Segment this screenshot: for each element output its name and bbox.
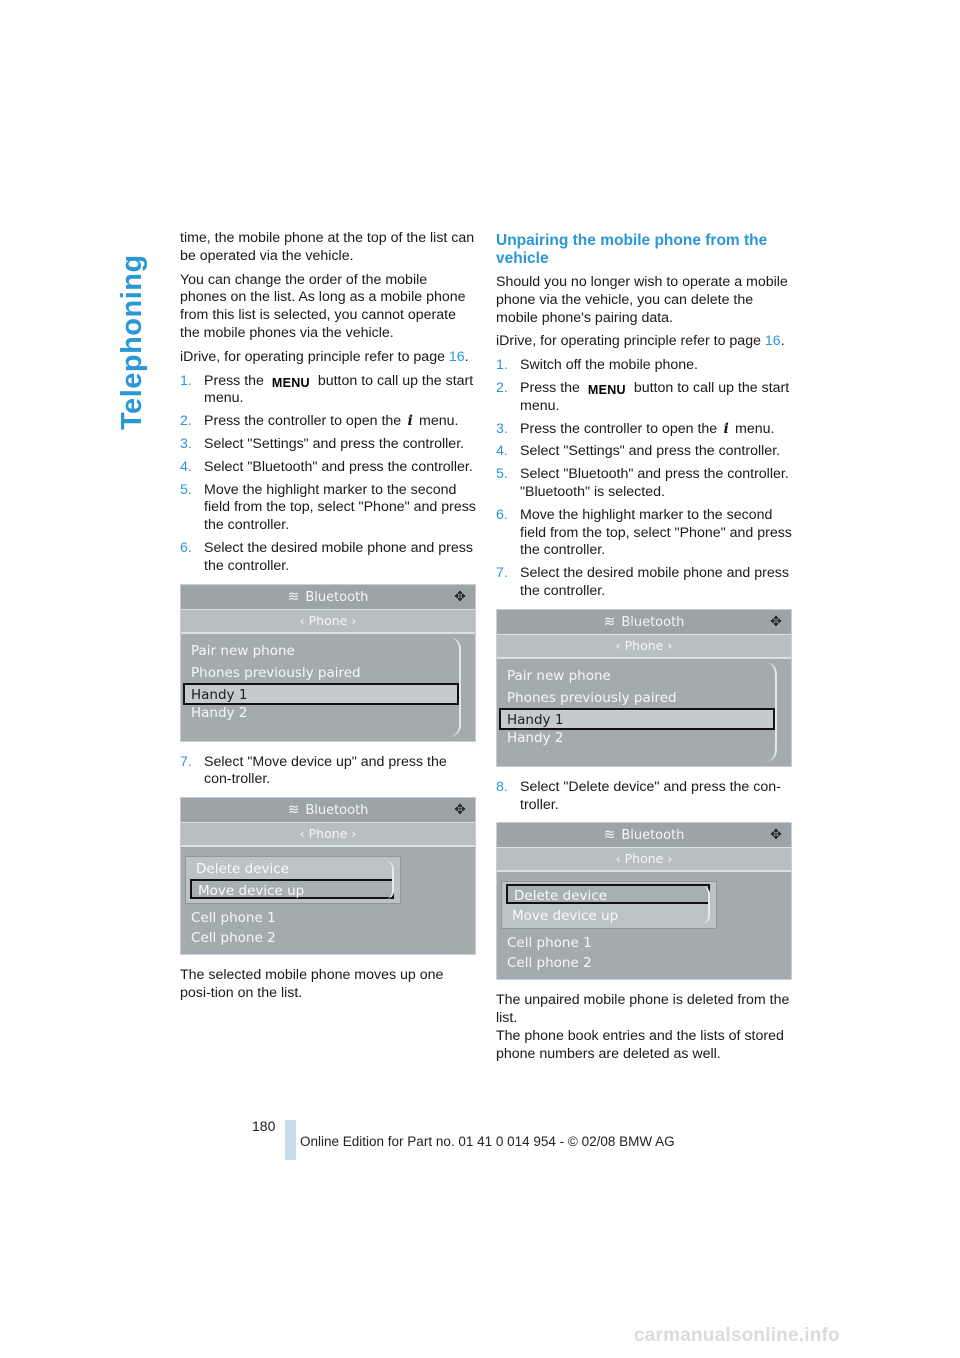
page-number: 180 xyxy=(252,1118,276,1134)
list-item: Cell phone 2 xyxy=(507,955,592,972)
scroll-arc xyxy=(765,662,777,762)
bluetooth-icon: ≋ xyxy=(287,588,300,605)
screen-title: Bluetooth xyxy=(621,828,685,844)
page-link[interactable]: 16 xyxy=(448,348,465,365)
step-number: 7. xyxy=(496,565,508,582)
idrive-ref-text: iDrive, for operating principle refer to page xyxy=(496,333,765,350)
step-number: 1. xyxy=(496,357,508,374)
bluetooth-icon: ≋ xyxy=(287,802,300,819)
step-item xyxy=(496,443,792,461)
step-text: button to call up the start menu. xyxy=(204,372,474,407)
left-column xyxy=(180,230,476,1009)
info-icon: i xyxy=(723,420,729,437)
step-number: 4. xyxy=(180,458,192,475)
right-column xyxy=(496,230,792,1070)
side-title xyxy=(116,230,156,430)
section-heading: Unpairing the mobile phone from the vehicle xyxy=(496,232,768,267)
list-item: Cell phone 1 xyxy=(191,910,276,927)
list-item: Cell phone 2 xyxy=(191,930,276,947)
screen-subtitle: ‹ Phone › xyxy=(181,823,475,845)
list-item: Pair new phone xyxy=(191,642,295,659)
screenshot-phone-list xyxy=(180,584,476,742)
step-item xyxy=(496,507,792,560)
bluetooth-icon: ≋ xyxy=(603,613,616,630)
list-item: Handy 2 xyxy=(191,704,248,721)
idrive-ref-text: iDrive, for operating principle refer to page xyxy=(180,348,449,365)
step-text: Select "Delete device" and press the con-troller. xyxy=(520,778,781,813)
left-idrive-ref xyxy=(180,349,476,367)
screenshot-move-device xyxy=(180,797,476,955)
screenshot-delete-device xyxy=(496,822,792,980)
popup-item-selected: Delete device xyxy=(506,884,710,904)
step-item xyxy=(180,413,476,431)
popup-scroll-arc xyxy=(702,886,710,924)
idrive-ref-period: . xyxy=(464,348,469,365)
list-item: Phones previously paired xyxy=(507,689,677,706)
scroll-arc xyxy=(449,637,461,737)
step-number: 7. xyxy=(180,753,192,770)
step-text: Select the desired mobile phone and press the controller. xyxy=(520,565,789,599)
step-item xyxy=(496,565,792,601)
screen-subtitle: ‹ Phone › xyxy=(497,635,791,657)
popup-item: Delete device xyxy=(196,861,289,878)
step-number: 4. xyxy=(496,443,508,460)
step-item xyxy=(180,459,476,477)
screen-subtitle: ‹ Phone › xyxy=(497,848,791,870)
controller-icon: ✥ xyxy=(770,613,782,630)
bluetooth-icon: ≋ xyxy=(603,827,616,844)
step-item xyxy=(180,540,476,576)
left-intro-1: time, the mobile phone at the top of the list can be operated via the vehicle. xyxy=(180,230,475,264)
step-text: menu. xyxy=(731,420,775,437)
step-text: Select "Move device up" and press the con-troller. xyxy=(204,753,447,788)
step-text: Press the xyxy=(204,372,268,389)
controller-icon: ✥ xyxy=(770,827,782,844)
screen-subtitle: ‹ Phone › xyxy=(181,610,475,632)
left-intro-2: You can change the order of the mobile phones on the list. As long as a mobile phone from this list is selected, you cannot operate the mobile phones via the vehicle. xyxy=(180,271,466,341)
step-number: 3. xyxy=(496,420,508,437)
step-number: 2. xyxy=(496,379,508,396)
step-item xyxy=(180,754,476,790)
list-item: Phones previously paired xyxy=(191,664,361,681)
right-outro-1: The unpaired mobile phone is deleted from the list. xyxy=(496,992,790,1027)
screen-title-bar xyxy=(497,823,791,847)
step-text: Press the xyxy=(520,379,584,396)
step-number: 6. xyxy=(180,539,192,556)
popup-scroll-arc xyxy=(386,861,394,899)
step-item xyxy=(496,357,792,375)
step-item xyxy=(180,373,476,409)
right-idrive-ref xyxy=(496,333,792,351)
left-outro: The selected mobile phone moves up one posi-tion on the list. xyxy=(180,967,444,1001)
step-text: Select the desired mobile phone and press the controller. xyxy=(204,539,473,574)
list-item-selected: Handy 1 xyxy=(499,708,775,730)
step-text: Select "Settings" and press the controller. xyxy=(204,435,465,452)
screen-title: Bluetooth xyxy=(305,803,369,819)
screen-title: Bluetooth xyxy=(621,614,685,630)
step-number: 5. xyxy=(496,466,508,483)
step-text: Press the controller to open the xyxy=(520,420,722,437)
footer-accent-bar xyxy=(285,1120,296,1160)
step-text: menu. xyxy=(415,413,459,430)
right-intro: Should you no longer wish to operate a mobile phone via the vehicle, you can delete the mobile phone's pairing data. xyxy=(496,274,788,326)
step-text: Select "Bluetooth" and press the controller. xyxy=(204,458,473,475)
side-title-text: Telephoning xyxy=(116,254,148,430)
step-text: Move the highlight marker to the second field from the top, select "Phone" and press the controller. xyxy=(520,506,792,559)
list-item: Pair new phone xyxy=(507,667,611,684)
popup-menu xyxy=(185,856,401,904)
step-item xyxy=(496,779,792,815)
screen-title-bar xyxy=(497,610,791,634)
step-text: button to call up the start menu. xyxy=(520,379,790,414)
watermark: carmanualsonline.info xyxy=(634,1325,840,1346)
popup-item-selected: Move device up xyxy=(190,879,394,899)
idrive-ref-period: . xyxy=(780,333,785,350)
footer-edition: Online Edition for Part no. 01 41 0 014 954 - © 02/08 BMW AG xyxy=(300,1134,675,1149)
step-text: Press the controller to open the xyxy=(204,413,406,430)
menu-key-icon: MENU xyxy=(268,376,314,390)
screen-title-bar xyxy=(181,798,475,822)
list-item-selected: Handy 1 xyxy=(183,683,459,705)
list-item: Handy 2 xyxy=(507,729,564,746)
step-number: 6. xyxy=(496,506,508,523)
step-text: Switch off the mobile phone. xyxy=(520,357,698,374)
controller-icon: ✥ xyxy=(454,802,466,819)
step-number: 5. xyxy=(180,481,192,498)
list-item: Cell phone 1 xyxy=(507,935,592,952)
right-outro-2: The phone book entries and the lists of stored phone numbers are deleted as well. xyxy=(496,1027,784,1062)
step-number: 8. xyxy=(496,778,508,795)
step-text: Select "Bluetooth" and press the controller. "Bluetooth" is selected. xyxy=(520,466,789,500)
step-number: 2. xyxy=(180,413,192,430)
screen-title: Bluetooth xyxy=(305,589,369,605)
popup-item: Move device up xyxy=(512,908,619,925)
info-icon: i xyxy=(407,413,413,430)
step-item xyxy=(496,380,792,416)
screen-title-bar xyxy=(181,585,475,609)
step-item xyxy=(180,436,476,454)
step-item xyxy=(496,421,792,439)
popup-menu xyxy=(501,881,717,929)
step-number: 1. xyxy=(180,372,192,389)
step-text: Move the highlight marker to the second field from the top, select "Phone" and press the controller. xyxy=(204,481,476,534)
step-item xyxy=(180,482,476,535)
controller-icon: ✥ xyxy=(454,588,466,605)
step-number: 3. xyxy=(180,435,192,452)
page-link[interactable]: 16 xyxy=(764,333,781,350)
screenshot-phone-list xyxy=(496,609,792,767)
step-item xyxy=(496,466,792,502)
step-text: Select "Settings" and press the controller. xyxy=(520,443,781,460)
menu-key-icon: MENU xyxy=(584,383,630,397)
